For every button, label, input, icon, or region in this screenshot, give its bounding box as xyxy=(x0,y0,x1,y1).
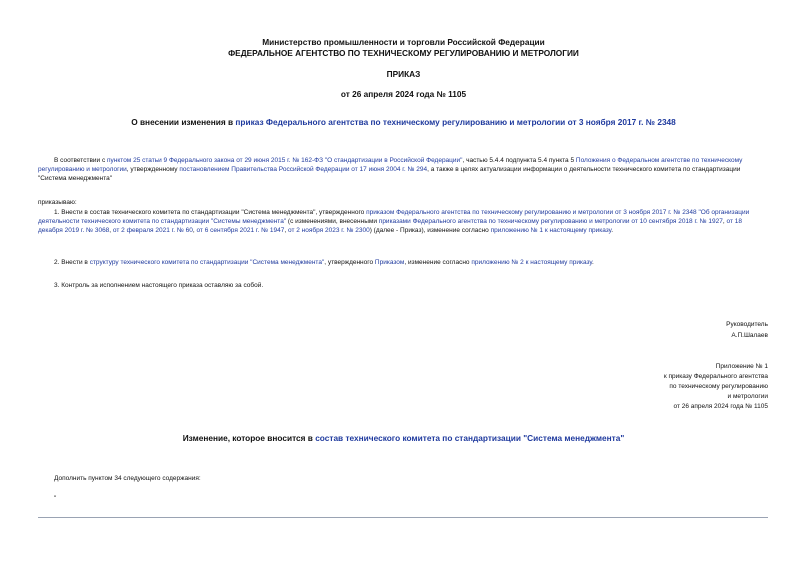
agency-regulation-link[interactable]: Положения о Федеральном агентстве по техническому регулированию и метрологии xyxy=(38,157,743,173)
preamble-paragraph: В соответствии с пунктом 25 статьи 9 Федерального закона от 29 июня 2015 г. № 162-ФЗ "О стандартизации в Российской Федерации", частью 5.4.4 подпункта 5.4 пункта 5 Положения о Федеральном агентстве по техническому регулированию и метрологии, утвержденному постановлением Правительства Российской Федерации от 17 июня 2004 г. № 294, а также в целях актуализации информации о деятельности технического комитета по стандартизации "Система менеджмента" xyxy=(38,157,743,182)
order-1927-link[interactable]: приказами Федерального агентства по техническому регулированию и метрологии от 10 сентября 2018 г. № 1927 xyxy=(378,218,723,225)
committee-structure-link[interactable]: структуру технического комитета по стандартизации "Система менеджмента" xyxy=(89,259,325,266)
ministry-name: Министерство промышленности и торговли Российской Федерации xyxy=(262,37,545,47)
order-3068-link[interactable]: от 18 декабря 2019 г. № 3068 xyxy=(38,218,743,234)
appendix-label: Приложение № 1 xyxy=(715,363,768,370)
appendix-1-link[interactable]: приложению № 1 к настоящему приказу xyxy=(490,227,612,234)
title-order-link[interactable]: приказ Федерального агентства по техническому регулированию и метрологии от 3 ноября 2017 г. № 2348 xyxy=(235,117,676,127)
document-date-number: от 26 апреля 2024 года № 1105 xyxy=(340,89,467,99)
order-60-link[interactable]: от 2 февраля 2021 г. № 60 xyxy=(112,227,193,234)
document-type: ПРИКАЗ xyxy=(386,69,421,79)
committee-composition-link[interactable]: состав технического комитета по стандартизации "Система менеджмента" xyxy=(315,433,625,443)
appendix-title: Изменение, которое вносится в состав технического комитета по стандартизации "Система менеджмента" xyxy=(182,433,625,443)
item-3-paragraph: 3. Контроль за исполнением настоящего приказа оставляю за собой. xyxy=(54,282,264,289)
appendix-ref-line-4: и метрологии xyxy=(727,393,768,400)
order-reference-link[interactable]: Приказом xyxy=(374,259,405,266)
quote-mark: " xyxy=(54,495,57,502)
appendix-ref-line-2: к приказу Федерального агентства xyxy=(663,373,768,380)
signature-role: Руководитель xyxy=(726,321,768,328)
appendix-ref-date: от 26 апреля 2024 года № 1105 xyxy=(673,403,768,410)
government-decree-link[interactable]: постановлением Правительства Российской Федерации от 17 июня 2004 г. № 294 xyxy=(179,166,428,173)
title-prefix: О внесении изменения в xyxy=(131,117,236,127)
order-2348-link[interactable]: приказом Федерального агентства по техническому регулированию и метрологии от 3 ноября 2017 г. № 2348 "Об организации деятельности технического комитета по стандартизации "Системы менеджмента" xyxy=(38,209,750,225)
item-1-paragraph: 1. Внести в состав технического комитета по стандартизации "Система менеджмента", утвержденного приказом Федерального агентства по техническому регулированию и метрологии от 3 ноября 2017 г. № 2348 "Об организации деятельности технического комитета по стандартизации "Системы менеджмента" (с изменениями, внесенными приказами Федерального агентства по техническому регулированию и метрологии от 10 сентября 2018 г. № 1927, от 18 декабря 2019 г. № 3068, от 2 февраля 2021 г. № 60, от 6 сентября 2021 г. № 1947, от 2 ноября 2023 г. № 2300) (далее - Приказ), изменение согласно приложению № 1 к настоящему приказу. xyxy=(38,209,750,234)
order-1947-link[interactable]: от 6 сентября 2021 г. № 1947 xyxy=(196,227,285,234)
appendix-ref-line-3: по техническому регулированию xyxy=(669,383,768,390)
appendix-2-link[interactable]: приложению № 2 к настоящему приказу xyxy=(471,259,593,266)
signature-name: А.П.Шалаев xyxy=(731,332,768,339)
document-title xyxy=(0,117,807,127)
order-word: приказываю: xyxy=(38,199,77,206)
order-2300-link[interactable]: от 2 ноября 2023 г. № 2300 xyxy=(288,227,370,234)
agency-name: ФЕДЕРАЛЬНОЕ АГЕНТСТВО ПО ТЕХНИЧЕСКОМУ РЕГУЛИРОВАНИЮ И МЕТРОЛОГИИ xyxy=(228,48,579,58)
item-2-paragraph: 2. Внести в структуру технического комитета по стандартизации "Система менеджмента", утвержденного Приказом, изменение согласно приложению № 2 к настоящему приказу. xyxy=(54,259,594,266)
bottom-divider xyxy=(38,517,768,518)
law-162fz-link[interactable]: пунктом 25 статьи 9 Федерального закона от 29 июня 2015 г. № 162-ФЗ "О стандартизации в Российской Федерации" xyxy=(107,157,463,164)
supplement-text: Дополнить пунктом 34 следующего содержания: xyxy=(54,475,201,482)
